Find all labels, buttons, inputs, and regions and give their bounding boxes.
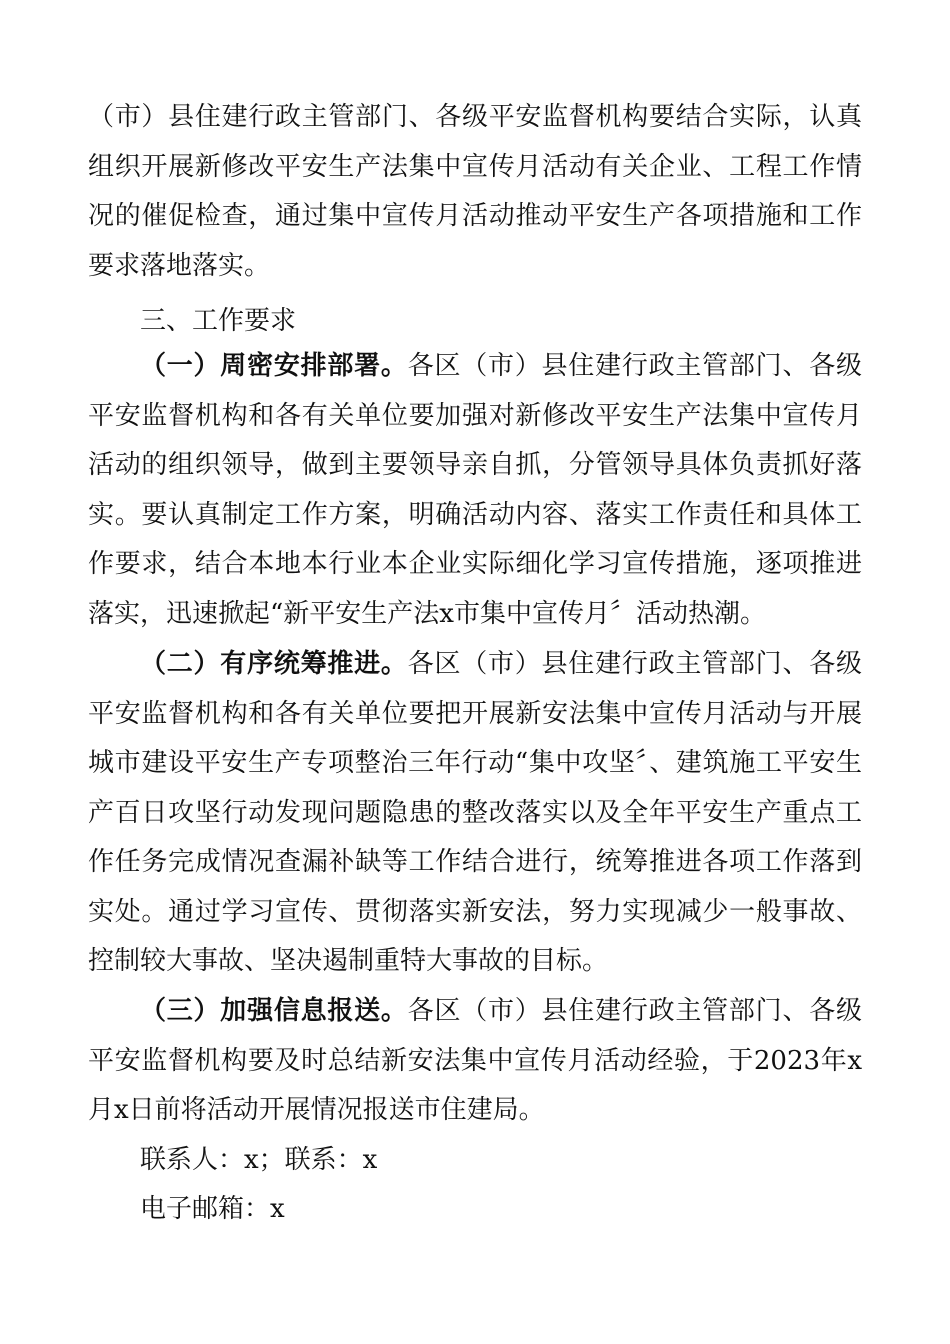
paragraph-intro [88, 93, 862, 291]
item-2-title: （二）有序统筹推进。 [140, 649, 408, 679]
item-1-text: 各区（市）县住建行政主管部门、各级平安监督机构和各有关单位要加强对新修改平安生产法集中宣传月活动的组织领导，做到主要领导亲自抓，分管领导具体负责抓好落实。要认真制定工作方案，明确活动内容、落实工作责任和具体工作要求，结合本地本行业本企业实际细化学习宣传措施，逐项推进落实，迅速掀起“新平安生产法x市集中宣传月〞活动热潮。 [88, 351, 862, 629]
email-text: 电子邮箱：x [140, 1194, 285, 1224]
paragraph-intro-text: （市）县住建行政主管部门、各级平安监督机构要结合实际，认真组织开展新修改平安生产法集中宣传月活动有关企业、工程工作情况的催促检查，通过集中宣传月活动推动平安生产各项措施和工作要求落地落实。 [88, 102, 862, 281]
item-1-title: （一）周密安排部署。 [140, 351, 408, 381]
item-3-title: （三）加强信息报送。 [140, 996, 408, 1026]
contact-line [88, 1136, 862, 1186]
paragraph-item-3 [88, 987, 862, 1136]
item-3-text: 各区（市）县住建行政主管部门、各级平安监督机构要及时总结新安法集中宣传月活动经验，于2023年x月x日前将活动开展情况报送市住建局。 [88, 996, 862, 1125]
item-2-text: 各区（市）县住建行政主管部门、各级平安监督机构和各有关单位要把开展新安法集中宣传月活动与开展城市建设平安生产专项整治三年行动“集中攻坚〞、建筑施工平安生产百日攻坚行动发现问题隐患的整改落实以及全年平安生产重点工作任务完成情况查漏补缺等工作结合进行，统筹推进各项工作落到实处。通过学习宣传、贯彻落实新安法，努力实现减少一般事故、控制较大事故、坚决遏制重特大事故的目标。 [88, 649, 862, 976]
paragraph-item-2 [88, 640, 862, 987]
section-heading-text: 三、工作要求 [140, 306, 297, 336]
section-heading-requirements [88, 297, 862, 347]
paragraph-item-1 [88, 342, 862, 639]
contact-text: 联系人：x；联系：x [140, 1145, 378, 1175]
email-line [88, 1185, 862, 1235]
